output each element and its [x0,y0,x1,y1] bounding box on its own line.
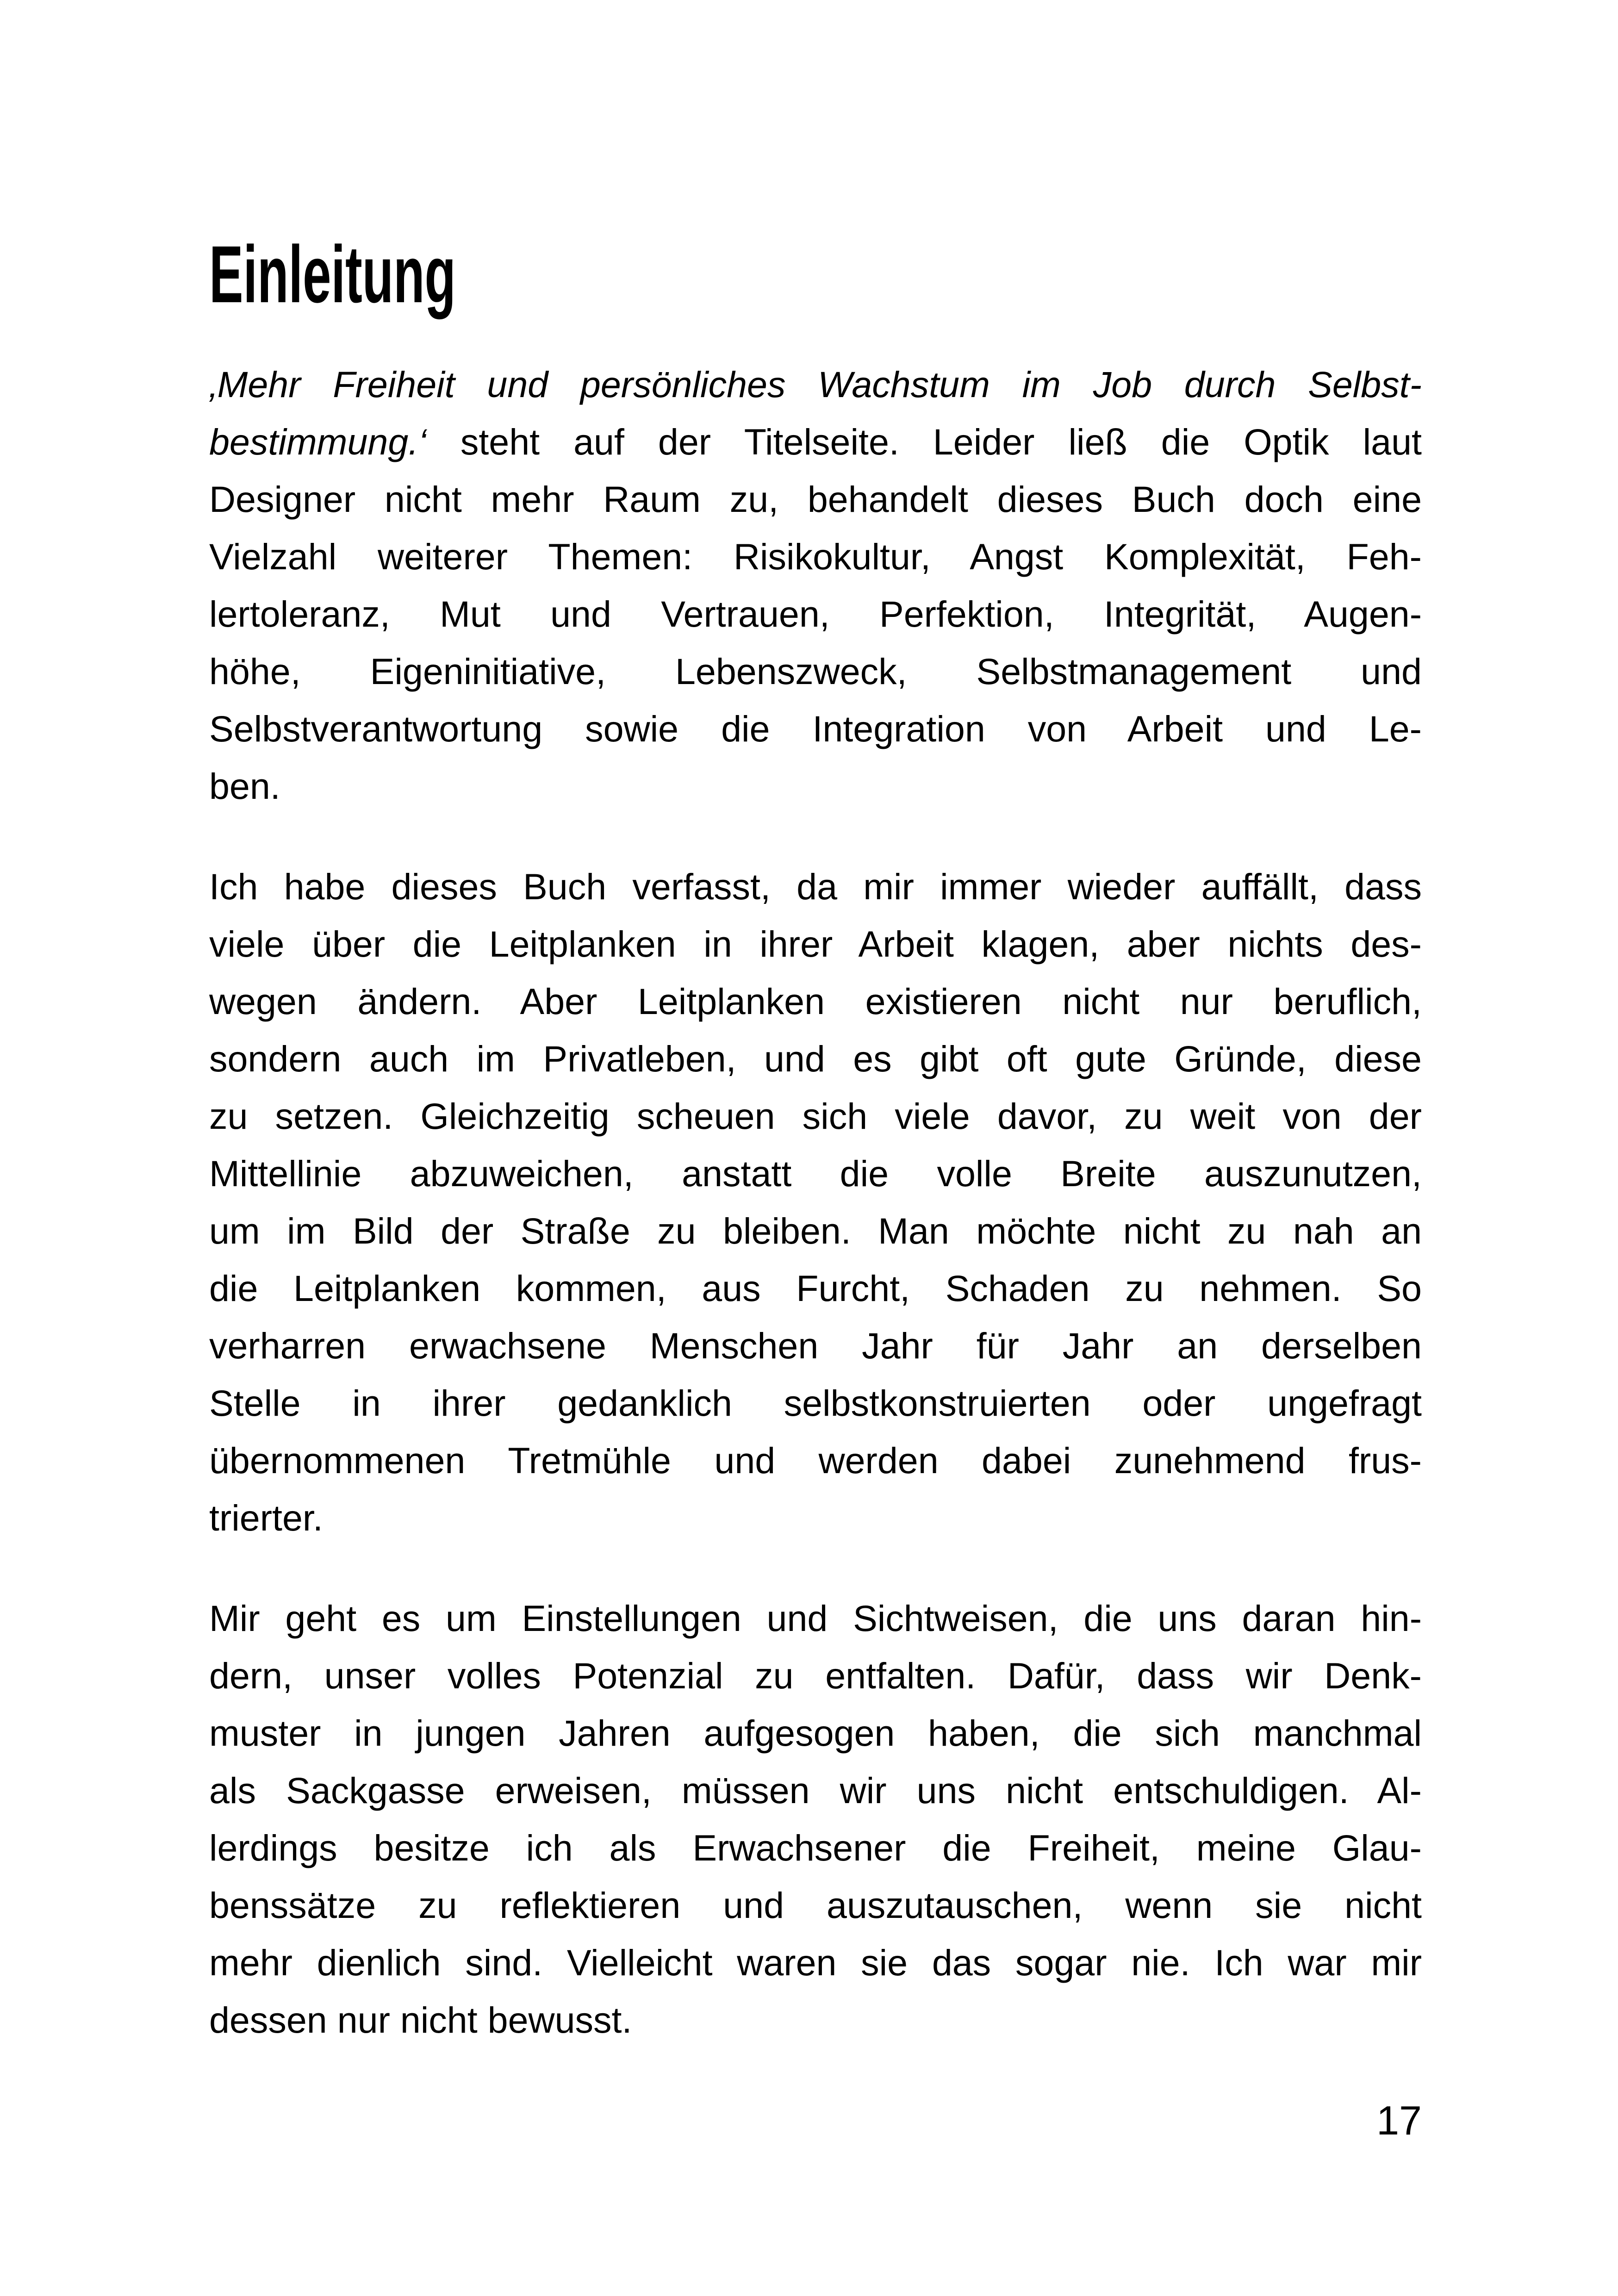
text-line [209,471,1422,528]
text-line [209,1762,1422,1819]
text-segment: trierter. [209,1497,323,1538]
text-segment: die Leitplanken kommen, aus Furcht, Schaden zu nehmen. So [209,1268,1422,1309]
text-segment: Ich habe dieses Buch verfasst, da mir immer wieder auffällt, dass [209,866,1422,907]
text-segment: Mittellinie abzuweichen, anstatt die volle Breite auszunutzen, [209,1153,1422,1194]
text-line [209,973,1422,1030]
text-segment: höhe, Eigeninitiative, Lebenszweck, Selbstmanagement und [209,651,1422,692]
text-segment: muster in jungen Jahren aufgesogen haben, die sich manchmal [209,1712,1422,1754]
text-line [209,413,1422,471]
text-line [209,915,1422,973]
italic-text-segment: bestimmung.‘ [209,421,427,462]
text-segment: als Sackgasse erweisen, müssen wir uns nicht entschuldigen. Al- [209,1770,1422,1811]
text-line [209,858,1422,915]
paragraph [209,356,1422,815]
text-line [209,1991,1422,2049]
text-line [209,1088,1422,1145]
text-segment: zu setzen. Gleichzeitig scheuen sich viele davor, zu weit von der [209,1095,1422,1137]
text-segment: um im Bild der Straße zu bleiben. Man möchte nicht zu nah an [209,1210,1422,1251]
text-line [209,1819,1422,1877]
text-line [209,1202,1422,1260]
text-line [209,1934,1422,1991]
text-segment: mehr dienlich sind. Vielleicht waren sie das sogar nie. Ich war mir [209,1942,1422,1983]
text-line [209,1260,1422,1317]
text-line [209,758,1422,815]
text-line [209,700,1422,758]
text-line [209,1647,1422,1705]
body-text [209,356,1422,2049]
paragraph [209,858,1422,1547]
text-segment: benssätze zu reflektieren und auszutauschen, wenn sie nicht [209,1885,1422,1926]
text-segment: ben. [209,765,280,807]
page-number: 17 [1376,2097,1422,2143]
text-line [209,585,1422,643]
chapter-title [209,230,1422,320]
text-segment: dern, unser volles Potenzial zu entfalten. Dafür, dass wir Denk- [209,1655,1422,1696]
text-line [209,643,1422,700]
paragraph [209,1590,1422,2049]
text-segment: steht auf der Titelseite. Leider ließ die Optik laut [426,421,1422,462]
text-line [209,1877,1422,1934]
text-line [209,1145,1422,1202]
text-segment: Designer nicht mehr Raum zu, behandelt dieses Buch doch eine [209,479,1422,520]
text-line [209,1375,1422,1432]
chapter-title-text: Einleitung [209,230,456,320]
text-line [209,356,1422,413]
text-segment: verharren erwachsene Menschen Jahr für Jahr an derselben [209,1325,1422,1366]
text-segment: Mir geht es um Einstellungen und Sichtweisen, die uns daran hin- [209,1598,1422,1639]
text-segment: Stelle in ihrer gedanklich selbstkonstruierten oder ungefragt [209,1382,1422,1424]
text-segment: Vielzahl weiterer Themen: Risikokultur, Angst Komplexität, Feh- [209,536,1422,577]
text-line [209,1030,1422,1088]
text-line [209,1705,1422,1762]
text-line [209,1489,1422,1547]
text-segment: dessen nur nicht bewusst. [209,1999,632,2041]
text-segment: lertoleranz, Mut und Vertrauen, Perfektion, Integrität, Augen- [209,593,1422,635]
text-segment: übernommenen Tretmühle und werden dabei zunehmend frus- [209,1440,1422,1481]
text-segment: viele über die Leitplanken in ihrer Arbeit klagen, aber nichts des- [209,923,1422,964]
text-line [209,1317,1422,1375]
text-line [209,528,1422,585]
italic-text-segment: ‚Mehr Freiheit und persönliches Wachstum im Job durch Selbst- [209,364,1422,405]
text-line [209,1432,1422,1489]
text-segment: wegen ändern. Aber Leitplanken existieren nicht nur beruflich, [209,981,1422,1022]
text-segment: lerdings besitze ich als Erwachsener die Freiheit, meine Glau- [209,1827,1422,1868]
text-segment: Selbstverantwortung sowie die Integration von Arbeit und Le- [209,708,1422,749]
text-line [209,1590,1422,1647]
text-segment: sondern auch im Privatleben, und es gibt oft gute Gründe, diese [209,1038,1422,1079]
